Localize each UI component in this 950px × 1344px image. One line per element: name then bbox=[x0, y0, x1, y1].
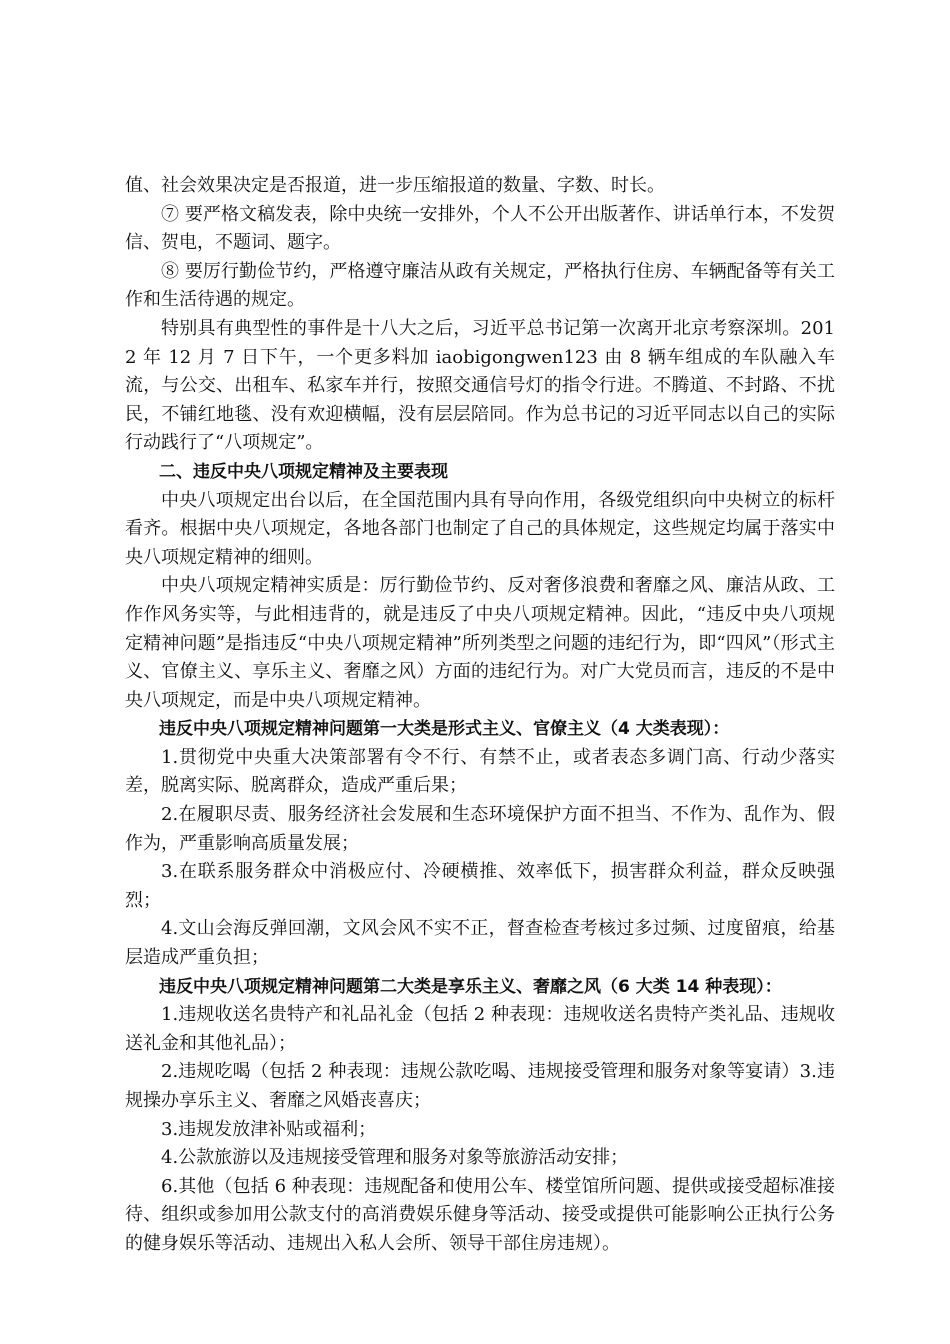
list-item: 2.违规吃喝（包括 2 种表现：违规公款吃喝、违规接受管理和服务对象等宴请）3.违规操办享乐主义、奢靡之风婚丧喜庆； bbox=[125, 1061, 835, 1111]
list-item: 3.违规发放津补贴或福利； bbox=[161, 1118, 377, 1140]
paragraph-guidance: 中央八项规定出台以后，在全国范围内具有导向作用，各级党组织向中央树立的标杆看齐。根据中央八项规定，各地各部门也制定了自己的具体规定，这些规定均属于落实中央八项规定精神的细则。 bbox=[125, 489, 835, 568]
document-body bbox=[125, 172, 835, 1259]
list-item: 3.在联系服务群众中消极应付、冷硬横推、效率低下，损害群众利益，群众反映强烈； bbox=[125, 861, 835, 911]
list-item: 6.其他（包括 6 种表现：违规配备和使用公车、楼堂馆所问题、提供或接受超标准接待、组织或参加用公款支付的高消费娱乐健身等活动、接受或提供可能影响公正执行公务的健身娱乐等活动、违规出入私人会所、领导干部住房违规）。 bbox=[125, 1175, 835, 1254]
list-item: 2.在履职尽责、服务经济社会发展和生态环境保护方面不担当、不作为、乱作为、假作为，严重影响高质量发展； bbox=[125, 804, 835, 854]
category-heading-2: 违反中央八项规定精神问题第二大类是享乐主义、奢靡之风（6 大类 14 种表现）： bbox=[159, 976, 782, 997]
paragraph-essence: 中央八项规定精神实质是：厉行勤俭节约、反对奢侈浪费和奢靡之风、廉洁从政、工作作风务实等，与此相违背的，就是违反了中央八项规定精神。因此，“违反中央八项规定精神问题”是指违反“中央八项规定精神”所列类型之问题的违纪行为，即“四风”（形式主义、官僚主义、享乐主义、奢靡之风）方面的违纪行为。对广大党员而言，违反的不是中央八项规定，而是中央八项规定精神。 bbox=[125, 575, 835, 711]
section-heading-2: 二、违反中央八项规定精神及主要表现 bbox=[159, 461, 448, 482]
list-item: 4.文山会海反弹回潮，文风会风不实不正，督查检查考核过多过频、过度留痕，给基层造成严重负担； bbox=[125, 918, 835, 969]
list-item: 1.违规收送名贵特产和礼品礼金（包括 2 种表现：违规收送名贵特产类礼品、违规收送礼金和其他礼品）； bbox=[125, 1004, 835, 1054]
paragraph-item-7: ⑦ 要严格文稿发表，除中央统一安排外，个人不公开出版著作、讲话单行本，不发贺信、贺电，不题词、题字。 bbox=[125, 203, 835, 254]
paragraph-typical-event: 特别具有典型性的事件是十八大之后，习近平总书记第一次离开北京考察深圳。2012 年 12 月 7 日下午，一个更多料加 iaobigongwen123 由 8 辆车组成的车队融入车流，与公交、出租车、私家车并行，按照交通信号灯的指令行进。不腾道、不封路、不扰民，不铺红地毯、没有欢迎横幅，没有层层陪同。作为总书记的习近平同志以自己的实际行动践行了“八项规定”。 bbox=[125, 317, 835, 454]
paragraph-item-8: ⑧ 要厉行勤俭节约，严格遵守廉洁从政有关规定，严格执行住房、车辆配备等有关工作和生活待遇的规定。 bbox=[125, 260, 835, 311]
list-item: 1.贯彻党中央重大决策部署有令不行、有禁不止，或者表态多调门高、行动少落实差，脱离实际、脱离群众，造成严重后果； bbox=[125, 746, 835, 797]
category-heading-1: 违反中央八项规定精神问题第一大类是形式主义、官僚主义（4 大类表现）： bbox=[159, 719, 730, 740]
paragraph-continuation: 值、社会效果决定是否报道，进一步压缩报道的数量、字数、时长。 bbox=[125, 175, 665, 196]
list-item: 4.公款旅游以及违规接受管理和服务对象等旅游活动安排； bbox=[161, 1147, 629, 1169]
